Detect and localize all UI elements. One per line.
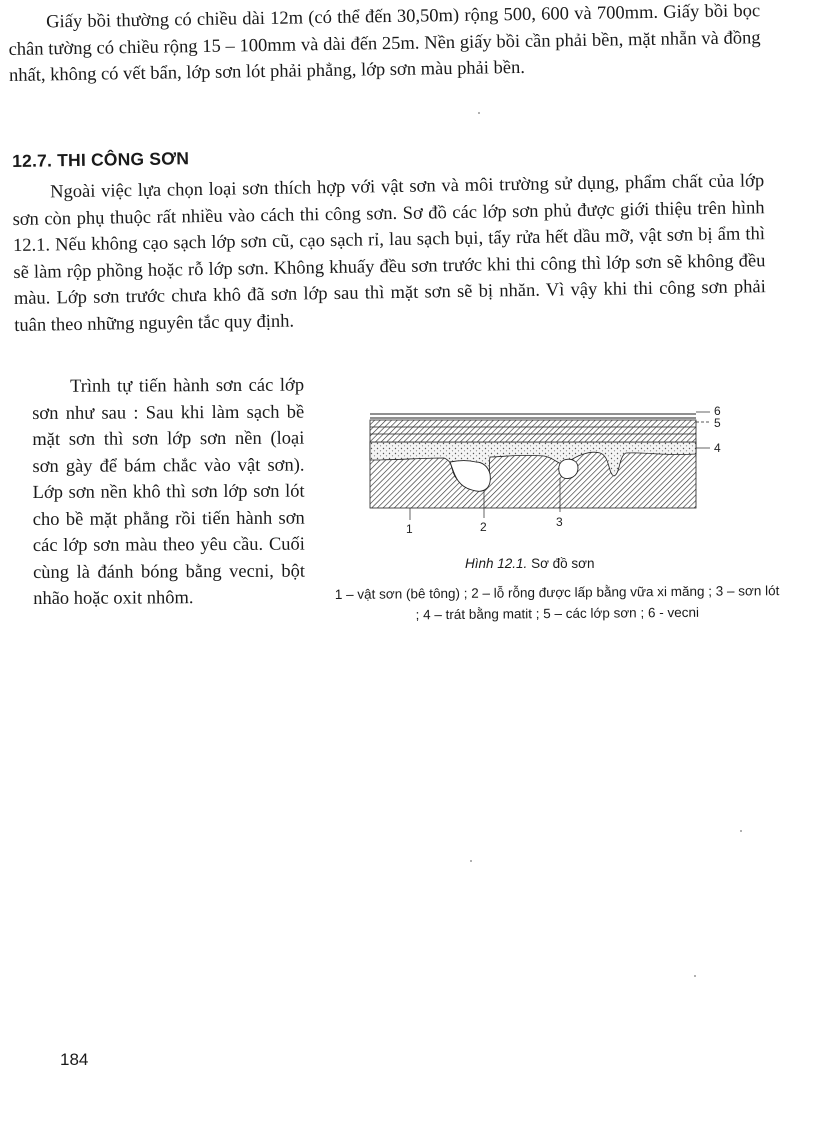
callout-4: 4 — [714, 441, 721, 455]
paragraph-painting-sequence: Trình tự tiến hành sơn các lớp sơn như sau : Sau khi làm sạch bề mặt sơn thì sơn lớp sơn nền (loại sơn gày để bám chắc vào vật sơn). Lớp sơn nền khô thì sơn lớp sơn lót cho bề mặt phẳng rồi tiến hành sơn các lớp sơn màu theo yêu cầu. Cuối cùng là đánh bóng bằng vecni, bột nhão hoặc oxit nhôm. — [32, 375, 306, 609]
page-number: 184 — [60, 1050, 89, 1069]
callout-2: 2 — [480, 520, 487, 534]
paragraph-painting-intro: Ngoài việc lựa chọn loại sơn thích hợp với vật sơn và môi trường sử dụng, phẩm chất của lớp sơn còn phụ thuộc rất nhiều vào cách thi công sơn. Sơ đồ các lớp sơn phủ được giới thiệu trên hình 12.1. Nếu không cạo sạch lớp sơn cũ, cạo sạch rỉ, lau sạch bụi, tẩy rửa hết dầu mỡ, vật sơn bị ẩm thì sẽ làm rộp phồng hoặc rỗ lớp sơn. Không khuấy đều sơn trước khi thi công thì lớp sơn sẽ không đều màu. Lớp sơn trước chưa khô đã sơn lớp sau thì mặt sơn sẽ bị nhăn. Vì vậy khi thi công sơn phải tuân theo những nguyên tắc quy định. — [12, 171, 766, 336]
scan-speck — [470, 860, 472, 862]
callout-3: 3 — [556, 515, 563, 529]
paint-layers — [370, 420, 696, 442]
section-heading: 12.7. THI CÔNG SƠN — [12, 148, 190, 171]
painting-layers-diagram — [364, 402, 744, 552]
callout-1: 1 — [406, 522, 413, 536]
scan-speck — [694, 975, 696, 977]
figure-caption-label: Hình 12.1. — [465, 556, 528, 571]
scan-speck — [478, 112, 480, 114]
figure-caption — [465, 556, 595, 571]
callout-5: 5 — [714, 416, 721, 430]
callout-6: 6 — [714, 404, 721, 418]
figure-legend: 1 – vật sơn (bê tông) ; 2 – lỗ rỗng được lấp bằng vữa xi măng ; 3 – sơn lót ; 4 – trát bằng matit ; 5 – các lớp sơn ; 6 - vecni — [334, 583, 780, 623]
paragraph-wallpaper-specs: Giấy bồi thường có chiều dài 12m (có thể đến 30,50m) rộng 500, 600 và 700mm. Giấy bồi bọc chân tường có chiều rộng 15 – 100mm và dài đến 25m. Nền giấy bồi cần phải bền, mặt nhẵn và đồng nhất, không có vết bẩn, lớp sơn lót phải phẳng, lớp sơn màu phải bền. — [8, 1, 761, 86]
primer-pocket — [559, 459, 578, 478]
figure-caption-title: Sơ đồ sơn — [531, 556, 595, 571]
scan-speck — [740, 830, 742, 832]
